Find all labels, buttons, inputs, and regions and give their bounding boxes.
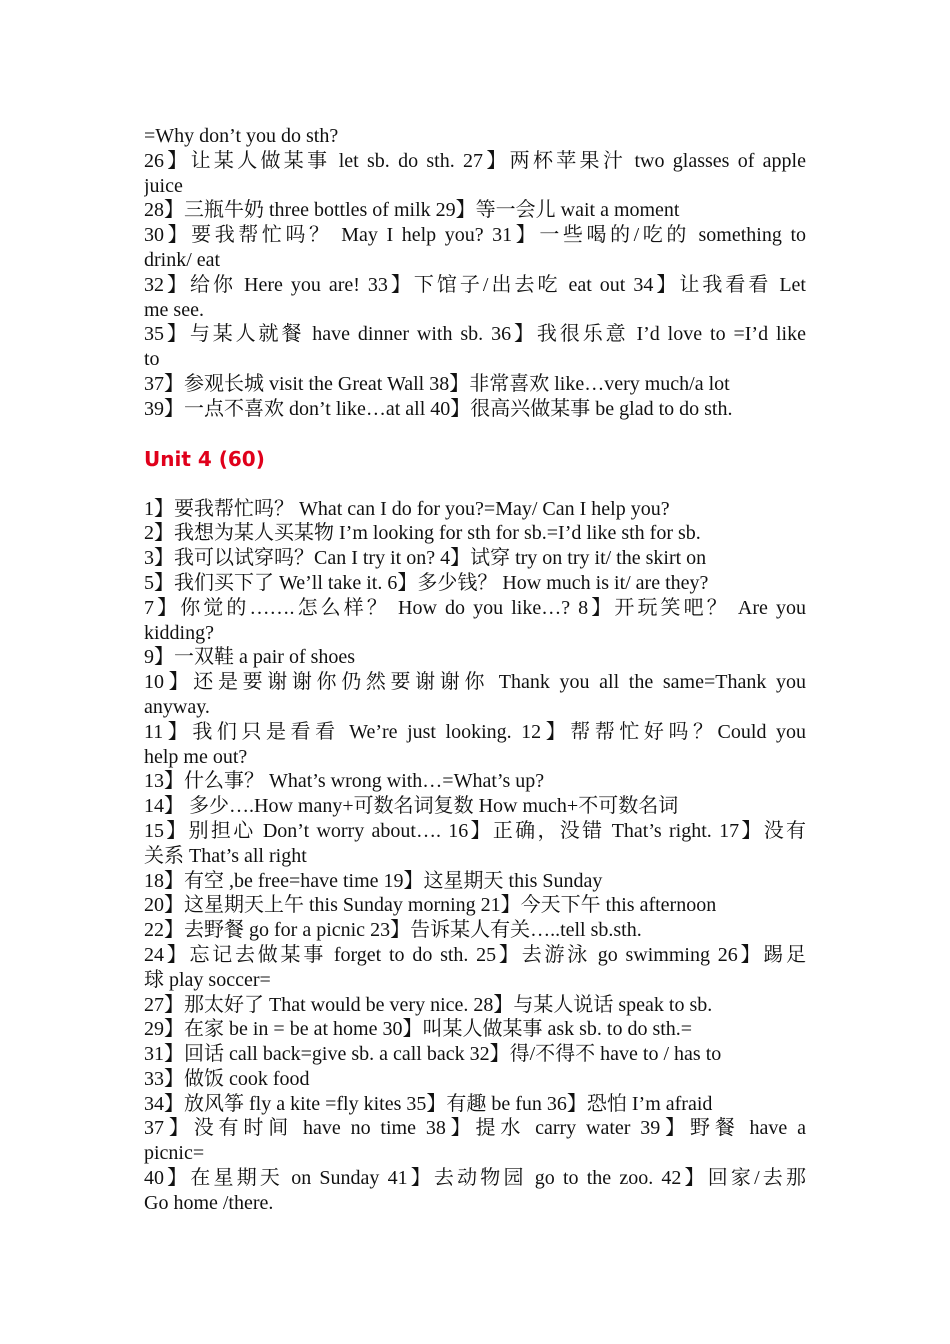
vocab-line: 13】什么事？ What’s wrong with…=What’s up? xyxy=(144,770,545,793)
vocab-line: 33】做饭 cook food xyxy=(144,1067,310,1090)
vocab-line: 10】还是要谢谢你仍然要谢谢你 Thank you all the same=Thank you xyxy=(144,671,806,694)
vocab-line: 32】给你 Here you are! 33】下馆子/出去吃 eat out 34】让我看看 Let xyxy=(144,273,806,296)
vocab-line: 2】我想为某人买某物 I’m looking for sth for sb.=I’d like sth for sb. xyxy=(144,522,701,545)
vocab-line: 30】要我帮忙吗？ May I help you? 31】一些喝的/吃的 something to xyxy=(144,224,806,247)
vocab-line: 37】参观长城 visit the Great Wall 38】非常喜欢 like…very much/a lot xyxy=(144,372,730,395)
vocab-line: 22】去野餐 go for a picnic 23】告诉某人有关…..tell sb.sth. xyxy=(144,919,642,942)
vocab-line: 39】一点不喜欢 don’t like…at all 40】很高兴做某事 be glad to do sth. xyxy=(144,397,733,420)
vocab-line: 35】与某人就餐 have dinner with sb. 36】我很乐意 I’d love to =I’d like xyxy=(144,323,806,346)
vocab-line: 9】一双鞋 a pair of shoes xyxy=(144,646,356,669)
vocab-line: 14】 多少….How many+可数名词复数 How much+不可数名词 xyxy=(144,795,679,818)
vocab-line: Go home /there. xyxy=(144,1191,274,1214)
vocab-line: me see. xyxy=(144,298,204,321)
vocab-line: drink/ eat xyxy=(144,248,221,271)
vocab-line: juice xyxy=(144,174,183,197)
vocab-line: 27】那太好了 That would be very nice. 28】与某人说话 speak to sb. xyxy=(144,993,713,1016)
vocab-line: help me out? xyxy=(144,745,248,768)
vocab-line: 26】让某人做某事 let sb. do sth. 27】两杯苹果汁 two glasses of apple xyxy=(144,149,806,172)
vocab-line: kidding? xyxy=(144,621,214,644)
vocab-line: 29】在家 be in = be at home 30】叫某人做某事 ask sb. to do sth.= xyxy=(144,1018,693,1041)
vocab-line: 11】我们只是看看 We’re just looking. 12】帮帮忙好吗？Could you xyxy=(144,720,806,743)
vocab-list-unit4 xyxy=(144,497,806,1216)
vocab-line: to xyxy=(144,348,160,371)
document-page xyxy=(144,124,806,1216)
vocab-line: 15】别担心 Don’t worry about…. 16】正确，没错 That’s right. 17】没有 xyxy=(144,819,806,842)
vocab-line: 7】你觉的…….怎么样？ How do you like…? 8】开玩笑吧？ Are you xyxy=(144,596,806,619)
vocab-line: 1】要我帮忙吗？ What can I do for you?=May/ Can I help you? xyxy=(144,497,670,520)
vocab-line: 20】这星期天上午 this Sunday morning 21】今天下午 this afternoon xyxy=(144,894,717,917)
vocab-line: =Why don’t you do sth? xyxy=(144,125,339,147)
vocab-line: 球 play soccer= xyxy=(144,968,271,991)
vocab-line: 34】放风筝 fly a kite =fly kites 35】有趣 be fun 36】恐怕 I’m afraid xyxy=(144,1092,713,1115)
vocab-line: 24】忘记去做某事 forget to do sth. 25】去游泳 go swimming 26】踢足 xyxy=(144,943,806,966)
vocab-line: picnic= xyxy=(144,1142,205,1165)
vocab-line: 28】三瓶牛奶 three bottles of milk 29】等一会儿 wait a moment xyxy=(144,199,680,222)
vocab-line: 3】我可以试穿吗？Can I try it on? 4】试穿 try on try it/ the skirt on xyxy=(144,547,707,570)
vocab-line: anyway. xyxy=(144,695,210,718)
vocab-line: 5】我们买下了 We’ll take it. 6】多少钱？ How much is it/ are they? xyxy=(144,571,709,594)
vocab-line: 18】有空 ,be free=have time 19】这星期天 this Sunday xyxy=(144,869,603,892)
vocab-line: 31】回话 call back=give sb. a call back 32】得/不得不 have to / has to xyxy=(144,1043,722,1066)
unit-heading: Unit 4 (60) xyxy=(144,446,265,471)
vocab-line: 40】在星期天 on Sunday 41】去动物园 go to the zoo. 42】回家/去那 xyxy=(144,1167,806,1190)
vocab-line: 关系 That’s all right xyxy=(144,844,307,867)
vocab-line: 37】没有时间 have no time 38】提水 carry water 39】野餐 have a xyxy=(144,1117,806,1140)
vocab-list-unit3-continued xyxy=(144,124,806,422)
